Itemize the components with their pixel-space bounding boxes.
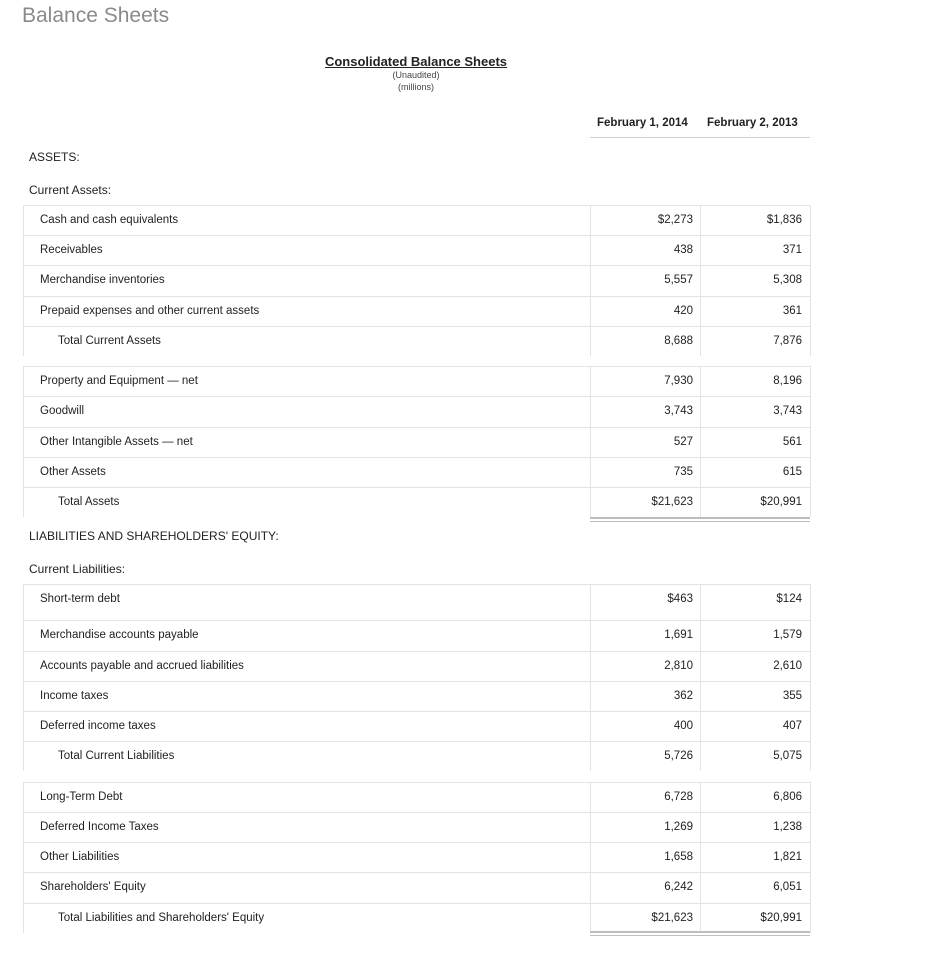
table-column-rule	[590, 205, 591, 356]
row-label: Goodwill	[40, 405, 85, 417]
value-2013: 3,743	[773, 405, 802, 417]
row-label: Total Liabilities and Shareholders' Equity	[58, 912, 265, 924]
value-2013: 1,821	[773, 851, 802, 863]
row-label: Other Intangible Assets — net	[40, 436, 193, 448]
row-label: Deferred Income Taxes	[40, 821, 159, 833]
value-2014: $2,273	[657, 214, 693, 226]
double-rule-lower	[590, 935, 810, 936]
table-row	[23, 427, 810, 458]
value-2013: 561	[782, 436, 802, 448]
value-2014: $463	[667, 593, 693, 605]
value-2014: 420	[673, 305, 693, 317]
value-2014: 527	[673, 436, 693, 448]
table-row	[23, 681, 810, 712]
value-2014: 2,810	[664, 660, 693, 672]
row-label: Total Current Assets	[58, 335, 161, 347]
value-2014: $21,623	[651, 912, 693, 924]
table-row	[23, 326, 810, 357]
value-2014: 735	[673, 466, 693, 478]
row-label: Total Current Liabilities	[58, 750, 175, 762]
table-row	[23, 366, 810, 397]
column-header-divider	[590, 137, 810, 138]
section-liabilities-equity: LIABILITIES AND SHAREHOLDERS' EQUITY:	[29, 529, 279, 543]
row-label: Cash and cash equivalents	[40, 214, 179, 226]
table-row	[23, 205, 810, 236]
value-2013: 7,876	[773, 335, 802, 347]
value-2014: 1,269	[664, 821, 693, 833]
table-row	[23, 903, 810, 934]
value-2014: 1,691	[664, 629, 693, 641]
value-2013: 6,051	[773, 881, 802, 893]
value-2013: 8,196	[773, 375, 802, 387]
row-label: Shareholders' Equity	[40, 881, 146, 893]
table-column-rule	[810, 366, 811, 517]
table-column-rule	[23, 366, 24, 517]
section-assets: ASSETS:	[29, 150, 80, 164]
value-2013: 5,308	[773, 274, 802, 286]
value-2014: 1,658	[664, 851, 693, 863]
value-2013: $124	[776, 593, 802, 605]
row-label: Total Assets	[58, 496, 120, 508]
table-row	[23, 296, 810, 327]
report-title: Consolidated Balance Sheets	[324, 54, 508, 69]
row-label: Other Liabilities	[40, 851, 120, 863]
value-2014: 6,728	[664, 791, 693, 803]
value-2014: 5,726	[664, 750, 693, 762]
row-label: Prepaid expenses and other current assets	[40, 305, 260, 317]
table-row	[23, 235, 810, 266]
row-label: Merchandise inventories	[40, 274, 165, 286]
section-current-liabilities: Current Liabilities:	[29, 562, 126, 576]
report-subtitle-unaudited: (Unaudited)	[392, 70, 440, 80]
table-column-rule	[810, 584, 811, 771]
table-row	[23, 782, 810, 813]
table-column-rule	[23, 584, 24, 771]
column-header-2013: February 2, 2013	[707, 117, 798, 129]
double-rule-lower	[590, 521, 810, 522]
row-label: Property and Equipment — net	[40, 375, 198, 387]
table-row	[23, 487, 810, 518]
table-column-rule	[810, 205, 811, 356]
value-2013: 407	[782, 720, 802, 732]
table-row	[23, 457, 810, 488]
value-2014: 438	[673, 244, 693, 256]
table-column-rule	[700, 782, 701, 933]
row-label: Accounts payable and accrued liabilities	[40, 660, 244, 672]
value-2013: 6,806	[773, 791, 802, 803]
row-label: Deferred income taxes	[40, 720, 156, 732]
page-title: Balance Sheets	[22, 4, 170, 27]
value-2013: $20,991	[760, 912, 802, 924]
value-2013: $1,836	[766, 214, 802, 226]
row-label: Other Assets	[40, 466, 106, 478]
row-label: Long-Term Debt	[40, 791, 123, 803]
row-label: Income taxes	[40, 690, 109, 702]
total-assets-double-rule	[590, 517, 810, 519]
value-2013: 371	[782, 244, 802, 256]
value-2014: 5,557	[664, 274, 693, 286]
table-row	[23, 842, 810, 873]
value-2013: 615	[782, 466, 802, 478]
table-column-rule	[590, 584, 591, 771]
value-2013: 5,075	[773, 750, 802, 762]
column-header-2014: February 1, 2014	[597, 117, 688, 129]
table-row	[23, 711, 810, 742]
section-current-assets: Current Assets:	[29, 183, 112, 197]
table-column-rule	[23, 205, 24, 356]
table-row	[23, 872, 810, 904]
table-column-rule	[590, 366, 591, 517]
value-2013: 1,238	[773, 821, 802, 833]
table-row	[23, 812, 810, 843]
table-column-rule	[810, 782, 811, 933]
value-2013: 361	[782, 305, 802, 317]
value-2014: 6,242	[664, 881, 693, 893]
report-subtitle-units: (millions)	[398, 82, 434, 92]
table-column-rule	[23, 782, 24, 933]
value-2013: 1,579	[773, 629, 802, 641]
value-2014: 7,930	[664, 375, 693, 387]
table-row	[23, 651, 810, 682]
value-2014: 8,688	[664, 335, 693, 347]
table-row	[23, 620, 810, 652]
table-row	[23, 265, 810, 297]
value-2014: 362	[673, 690, 693, 702]
report-header	[300, 54, 532, 93]
table-column-rule	[700, 205, 701, 356]
table-column-rule	[700, 584, 701, 771]
value-2014: 3,743	[664, 405, 693, 417]
table-column-rule	[590, 782, 591, 933]
row-label: Short-term debt	[40, 593, 120, 605]
value-2014: $21,623	[651, 496, 693, 508]
row-label: Receivables	[40, 244, 103, 256]
value-2013: $20,991	[760, 496, 802, 508]
total-liabilities-double-rule	[590, 931, 810, 933]
table-row	[23, 741, 810, 772]
table-row	[23, 584, 810, 621]
row-label: Merchandise accounts payable	[40, 629, 199, 641]
table-row	[23, 396, 810, 428]
table-column-rule	[700, 366, 701, 517]
value-2014: 400	[673, 720, 693, 732]
value-2013: 355	[782, 690, 802, 702]
value-2013: 2,610	[773, 660, 802, 672]
